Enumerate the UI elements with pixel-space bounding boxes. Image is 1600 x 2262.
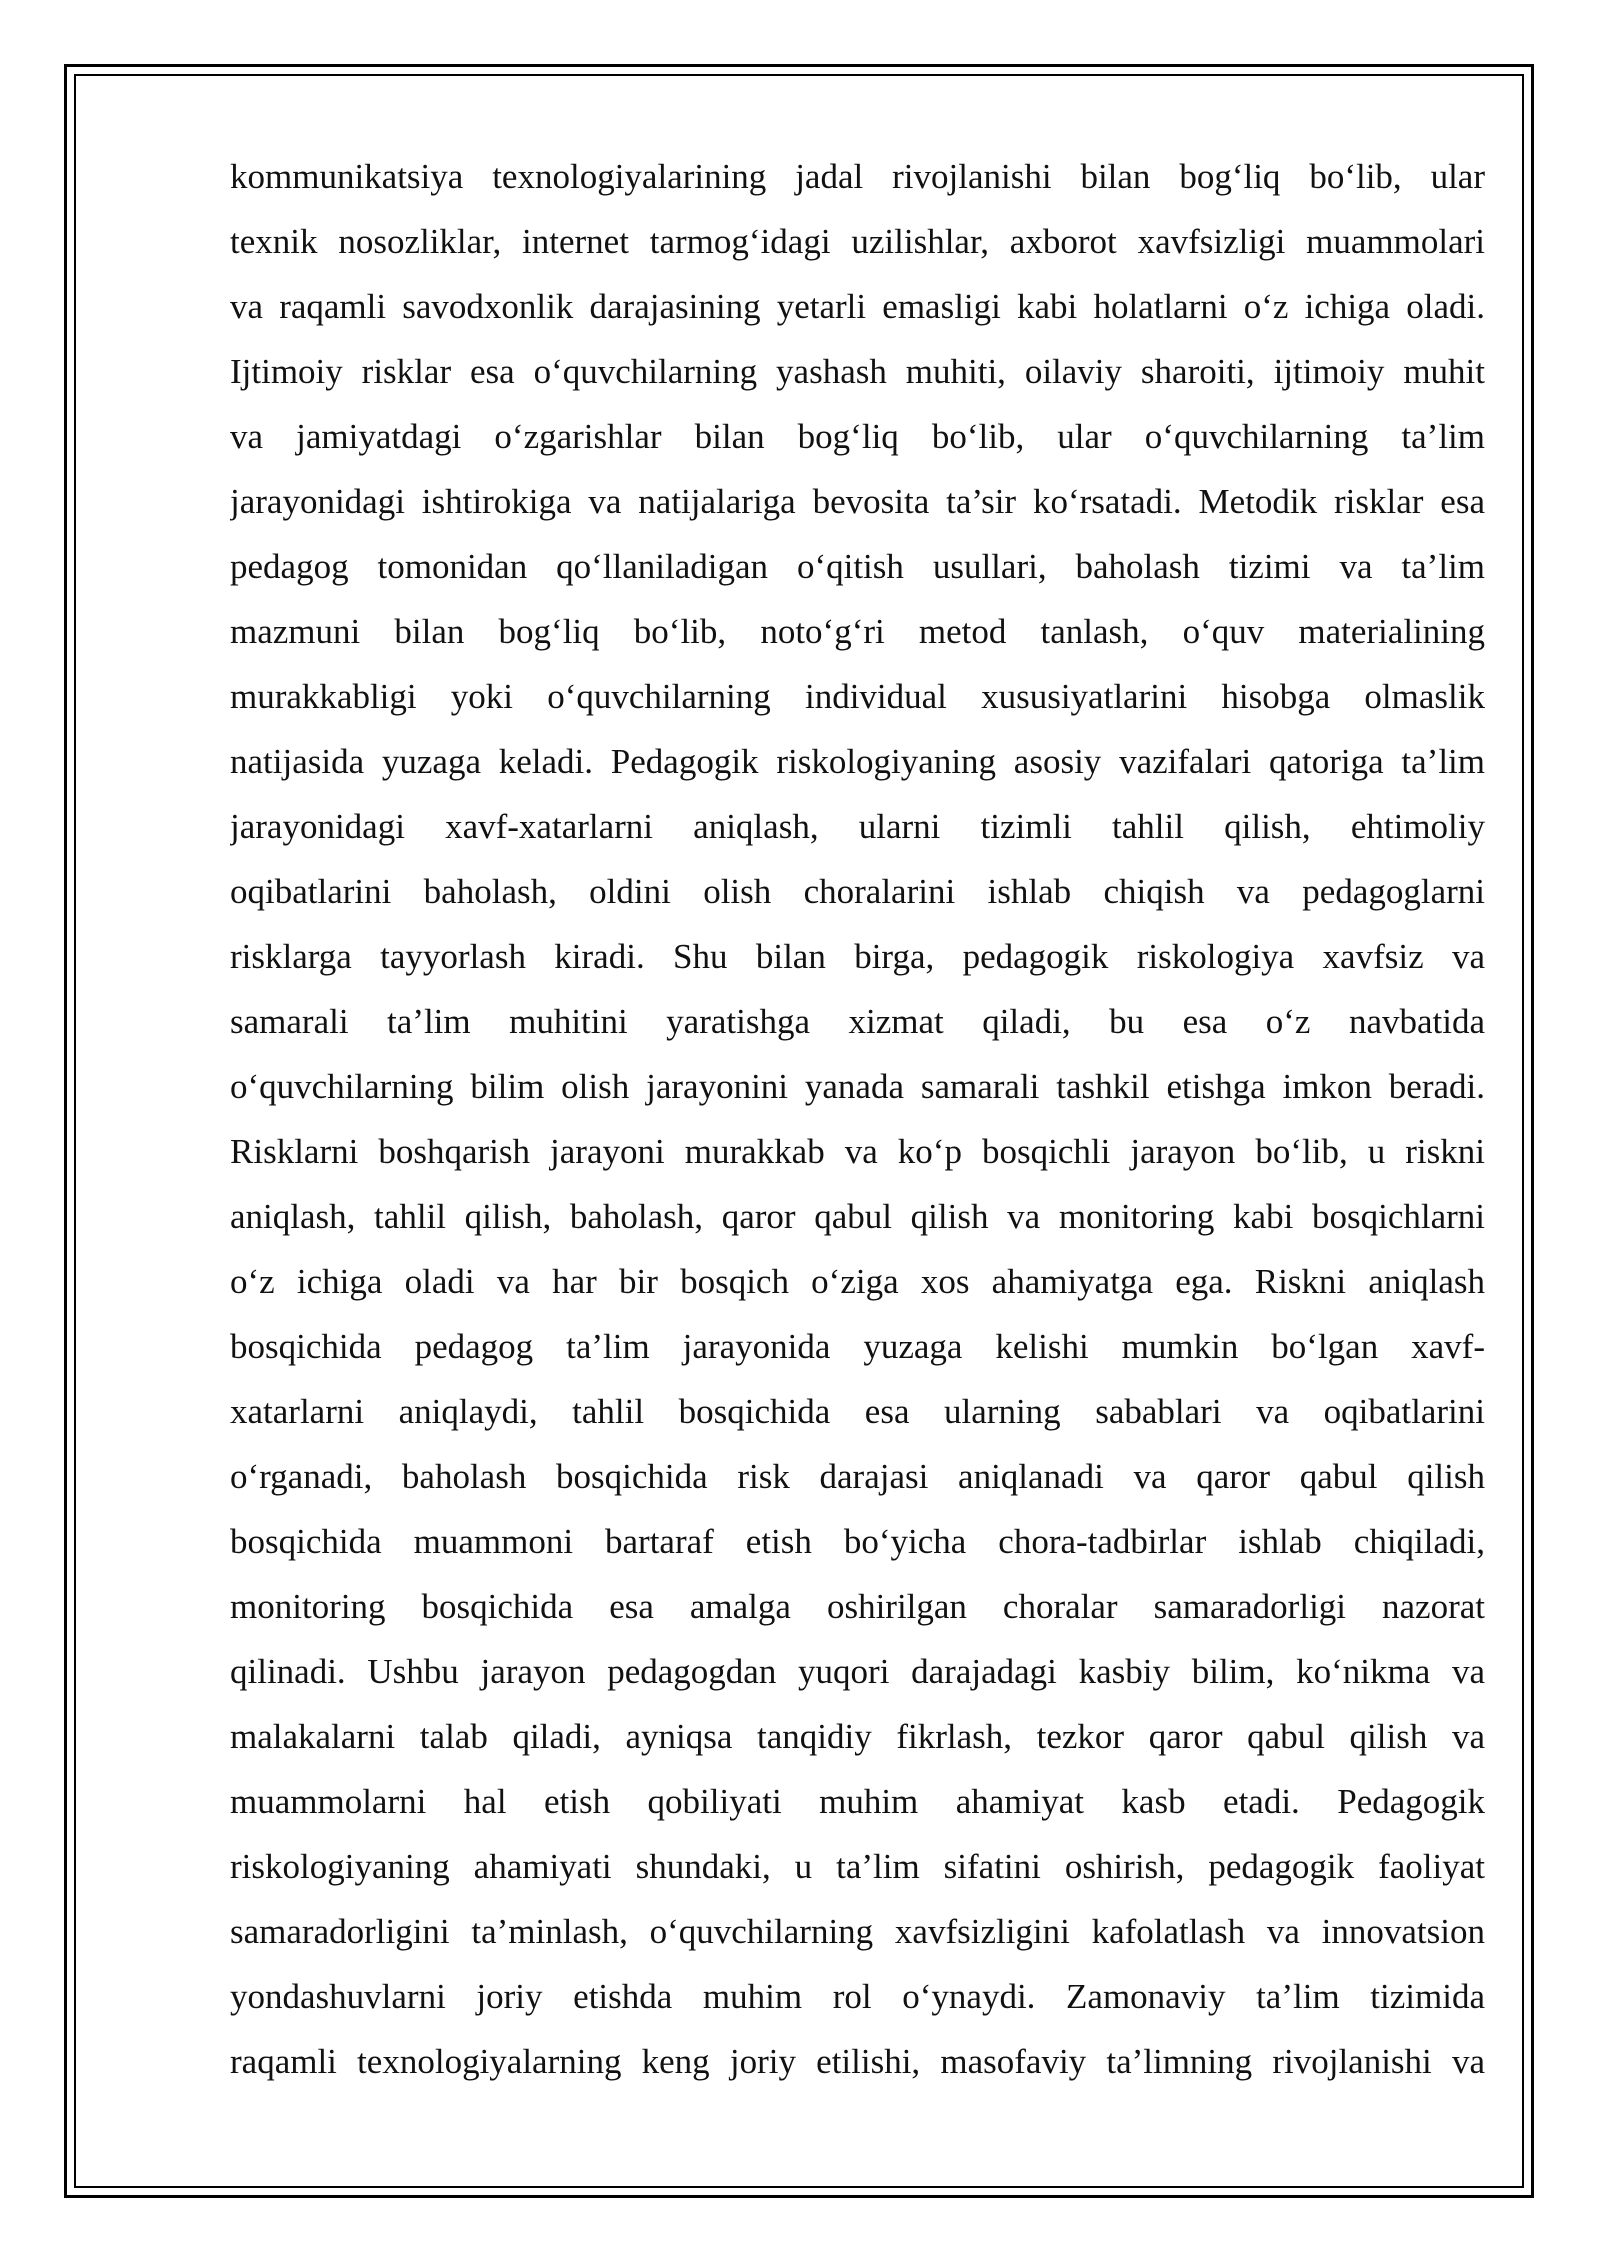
text-line: oqibatlarini baholash, oldini olish choralarini ishlab chiqish va pedagoglarni xyxy=(230,872,1485,911)
text-line: risklarga tayyorlash kiradi. Shu bilan birga, pedagogik riskologiya xavfsiz va xyxy=(230,937,1485,976)
text-line: qilinadi. Ushbu jarayon pedagogdan yuqori darajadagi kasbiy bilim, ko‘nikma va xyxy=(230,1652,1485,1691)
text-line: yondashuvlarni joriy etishda muhim rol o‘ynaydi. Zamonaviy ta’lim tizimida xyxy=(230,1977,1485,2016)
text-line: muammolarni hal etish qobiliyati muhim ahamiyat kasb etadi. Pedagogik xyxy=(230,1782,1485,1821)
text-line: bosqichida pedagog ta’lim jarayonida yuzaga kelishi mumkin bo‘lgan xavf- xyxy=(230,1327,1485,1366)
text-line: aniqlash, tahlil qilish, baholash, qaror qabul qilish va monitoring kabi bosqichlarni xyxy=(230,1197,1485,1236)
text-line: jarayonidagi xavf-xatarlarni aniqlash, ularni tizimli tahlil qilish, ehtimoliy xyxy=(230,807,1485,846)
text-line: raqamli texnologiyalarning keng joriy etilishi, masofaviy ta’limning rivojlanishi va xyxy=(230,2042,1485,2081)
text-line: natijasida yuzaga keladi. Pedagogik riskologiyaning asosiy vazifalari qatoriga ta’lim xyxy=(230,742,1485,781)
text-line: mazmuni bilan bog‘liq bo‘lib, noto‘g‘ri metod tanlash, o‘quv materialining xyxy=(230,612,1485,651)
text-line: va jamiyatdagi o‘zgarishlar bilan bog‘liq bo‘lib, ular o‘quvchilarning ta’lim xyxy=(230,417,1485,456)
text-line: pedagog tomonidan qo‘llaniladigan o‘qitish usullari, baholash tizimi va ta’lim xyxy=(230,547,1485,586)
text-line: riskologiyaning ahamiyati shundaki, u ta’lim sifatini oshirish, pedagogik faoliyat xyxy=(230,1847,1485,1886)
text-line: bosqichida muammoni bartaraf etish bo‘yicha chora-tadbirlar ishlab chiqiladi, xyxy=(230,1522,1485,1561)
text-line: murakkabligi yoki o‘quvchilarning individual xususiyatlarini hisobga olmaslik xyxy=(230,677,1485,716)
text-line: samaradorligini ta’minlash, o‘quvchilarning xavfsizligini kafolatlash va innovatsion xyxy=(230,1912,1485,1951)
text-line: monitoring bosqichida esa amalga oshirilgan choralar samaradorligi nazorat xyxy=(230,1587,1485,1626)
text-line: malakalarni talab qiladi, ayniqsa tanqidiy fikrlash, tezkor qaror qabul qilish va xyxy=(230,1717,1485,1756)
document-body xyxy=(230,144,1485,2094)
text-line: Ijtimoiy risklar esa o‘quvchilarning yashash muhiti, oilaviy sharoiti, ijtimoiy muhit xyxy=(230,352,1485,391)
text-line: o‘z ichiga oladi va har bir bosqich o‘ziga xos ahamiyatga ega. Riskni aniqlash xyxy=(230,1262,1485,1301)
text-line: samarali ta’lim muhitini yaratishga xizmat qiladi, bu esa o‘z navbatida xyxy=(230,1002,1485,1041)
text-line: kommunikatsiya texnologiyalarining jadal rivojlanishi bilan bog‘liq bo‘lib, ular xyxy=(230,157,1485,196)
text-line: jarayonidagi ishtirokiga va natijalariga bevosita ta’sir ko‘rsatadi. Metodik risklar esa xyxy=(230,482,1485,521)
text-line: Risklarni boshqarish jarayoni murakkab va ko‘p bosqichli jarayon bo‘lib, u riskni xyxy=(230,1132,1485,1171)
text-line: xatarlarni aniqlaydi, tahlil bosqichida esa ularning sabablari va oqibatlarini xyxy=(230,1392,1485,1431)
text-line: texnik nosozliklar, internet tarmog‘idagi uzilishlar, axborot xavfsizligi muammolari xyxy=(230,222,1485,261)
text-line: o‘rganadi, baholash bosqichida risk darajasi aniqlanadi va qaror qabul qilish xyxy=(230,1457,1485,1496)
text-line: o‘quvchilarning bilim olish jarayonini yanada samarali tashkil etishga imkon beradi. xyxy=(230,1067,1485,1106)
text-line: va raqamli savodxonlik darajasining yetarli emasligi kabi holatlarni o‘z ichiga oladi. xyxy=(230,287,1485,326)
